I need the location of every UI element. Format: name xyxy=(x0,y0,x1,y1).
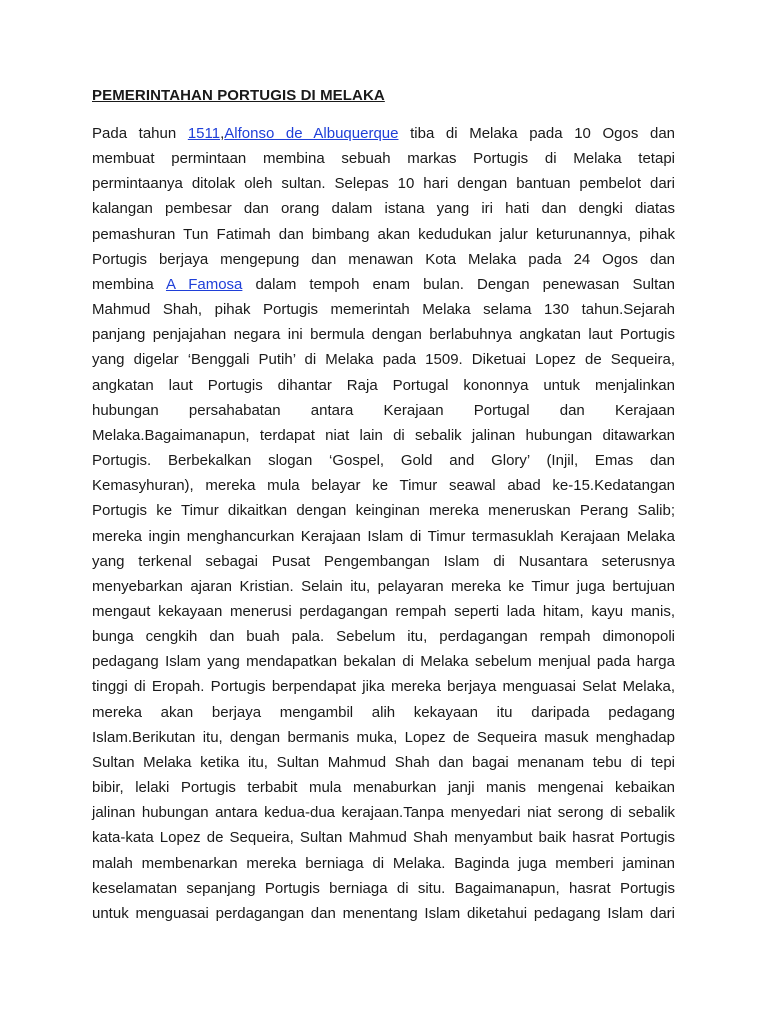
text-line xyxy=(92,498,675,523)
text-line xyxy=(92,146,675,171)
text-span: mengaut kekayaan menerusi perdagangan rempah seperti lada hitam, kayu manis, xyxy=(92,602,675,620)
text-span: Portugis. Berbekalkan slogan ‘Gospel, Gold and Glory’ (Injil, Emas dan xyxy=(92,452,675,470)
text-line xyxy=(92,322,675,347)
text-line xyxy=(92,901,675,926)
text-span: mereka ingin menghancurkan Kerajaan Islam di Timur termasuklah Kerajaan Melaka xyxy=(92,527,675,545)
text-span: pedagang Islam yang mendapatkan bekalan di Melaka sebelum menjual pada harga xyxy=(92,653,675,671)
text-line xyxy=(92,800,675,825)
text-line xyxy=(92,649,675,674)
text-span: tinggi di Eropah. Portugis berpendapat jika mereka berjaya menguasai Selat Melaka, xyxy=(92,678,675,696)
hyperlink[interactable]: A Famosa xyxy=(165,275,243,293)
text-span: Pada tahun xyxy=(92,125,188,142)
hyperlink[interactable]: Alfonso de Albuquerque xyxy=(224,125,399,142)
text-span: Sultan Melaka ketika itu, Sultan Mahmud Shah dan bagai menanam tebu di tepi xyxy=(92,753,675,771)
text-span: pemashuran Tun Fatimah dan bimbang akan kedudukan jalur keturunannya, pihak xyxy=(92,225,675,243)
text-span: membina xyxy=(92,275,166,293)
text-span: bunga cengkih dan buah pala. Sebelum itu, perdagangan rempah dimonopoli xyxy=(92,628,675,646)
text-line xyxy=(92,725,675,750)
text-line xyxy=(92,171,675,196)
text-span: permintaanya ditolak oleh sultan. Selepas 10 hari dengan bantuan pembelot dari xyxy=(92,175,675,193)
text-line xyxy=(92,272,675,297)
text-span: tiba di Melaka pada 10 Ogos dan xyxy=(398,125,676,142)
text-span: angkatan laut Portugis dihantar Raja Portugal kononnya untuk menjalinkan xyxy=(92,376,675,394)
text-span: Mahmud Shah, pihak Portugis memerintah Melaka selama 130 tahun.Sejarah xyxy=(92,301,675,319)
text-line xyxy=(92,448,675,473)
text-line xyxy=(92,775,675,800)
text-span: dalam tempoh enam bulan. Dengan penewasan Sultan xyxy=(242,275,675,293)
text-span: Portugis ke Timur dikaitkan dengan keinginan mereka meneruskan Perang Salib; xyxy=(92,502,675,520)
text-span: untuk menguasai perdagangan dan menentang Islam diketahui pedagang Islam dari xyxy=(92,904,675,922)
body-paragraph xyxy=(92,121,675,926)
text-line xyxy=(92,599,675,624)
text-span: kata-kata Lopez de Sequeira, Sultan Mahmud Shah menyambut baik hasrat Portugis xyxy=(92,829,675,847)
text-span: Portugis berjaya mengepung dan menawan Kota Melaka pada 24 Ogos dan xyxy=(92,250,675,268)
text-line xyxy=(92,574,675,599)
text-line xyxy=(92,524,675,549)
text-line xyxy=(92,825,675,850)
text-span: bibir, lelaki Portugis terbabit mula menaburkan janji manis mengenai kebaikan xyxy=(92,779,675,797)
text-span: yang terkenal sebagai Pusat Pengembangan Islam di Nusantara seterusnya xyxy=(92,552,675,570)
text-span: menyebarkan ajaran Kristian. Selain itu, pelayaran mereka ke Timur juga bertujuan xyxy=(92,577,675,595)
text-span: panjang penjajahan negara ini bermula dengan berlabuhnya angkatan laut Portugis xyxy=(92,326,675,344)
text-line xyxy=(92,851,675,876)
text-span: hubungan persahabatan antara Kerajaan Portugal dan Kerajaan xyxy=(92,401,675,419)
text-line xyxy=(92,876,675,901)
text-line xyxy=(92,700,675,725)
page-title: PEMERINTAHAN PORTUGIS DI MELAKA xyxy=(92,87,385,104)
text-line xyxy=(92,297,675,322)
text-line xyxy=(92,373,675,398)
text-span: Melaka.Bagaimanapun, terdapat niat lain di sebalik jalinan hubungan ditawarkan xyxy=(92,426,675,444)
text-span: keselamatan sepanjang Portugis berniaga di situ. Bagaimanapun, hasrat Portugis xyxy=(92,879,675,897)
text-line xyxy=(92,473,675,498)
text-line xyxy=(92,750,675,775)
text-line xyxy=(92,222,675,247)
text-line xyxy=(92,121,675,146)
text-line xyxy=(92,196,675,221)
text-span: kalangan pembesar dan orang dalam istana yang iri hati dan dengki diatas xyxy=(92,200,675,218)
text-line xyxy=(92,624,675,649)
text-line xyxy=(92,347,675,372)
text-span: Islam.Berikutan itu, dengan bermanis muka, Lopez de Sequeira masuk menghadap xyxy=(92,728,675,746)
text-span: jalinan hubungan antara kedua-dua kerajaan.Tanpa menyedari niat serong di sebalik xyxy=(92,804,675,822)
text-line xyxy=(92,398,675,423)
text-line xyxy=(92,674,675,699)
text-span: yang digelar ‘Benggali Putih’ di Melaka pada 1509. Diketuai Lopez de Sequeira, xyxy=(92,351,675,369)
hyperlink[interactable]: 1511 xyxy=(187,125,221,142)
text-span: membuat permintaan membina sebuah markas Portugis di Melaka tetapi xyxy=(92,150,675,168)
text-line xyxy=(92,247,675,272)
text-line xyxy=(92,549,675,574)
text-span: malah membenarkan mereka berniaga di Melaka. Baginda juga memberi jaminan xyxy=(92,854,675,872)
text-line xyxy=(92,423,675,448)
text-span: Kemasyhuran), mereka mula belayar ke Timur seawal abad ke-15.Kedatangan xyxy=(92,477,675,495)
text-span: mereka akan berjaya mengambil alih kekayaan itu daripada pedagang xyxy=(92,703,675,721)
text-span: , xyxy=(220,125,225,142)
